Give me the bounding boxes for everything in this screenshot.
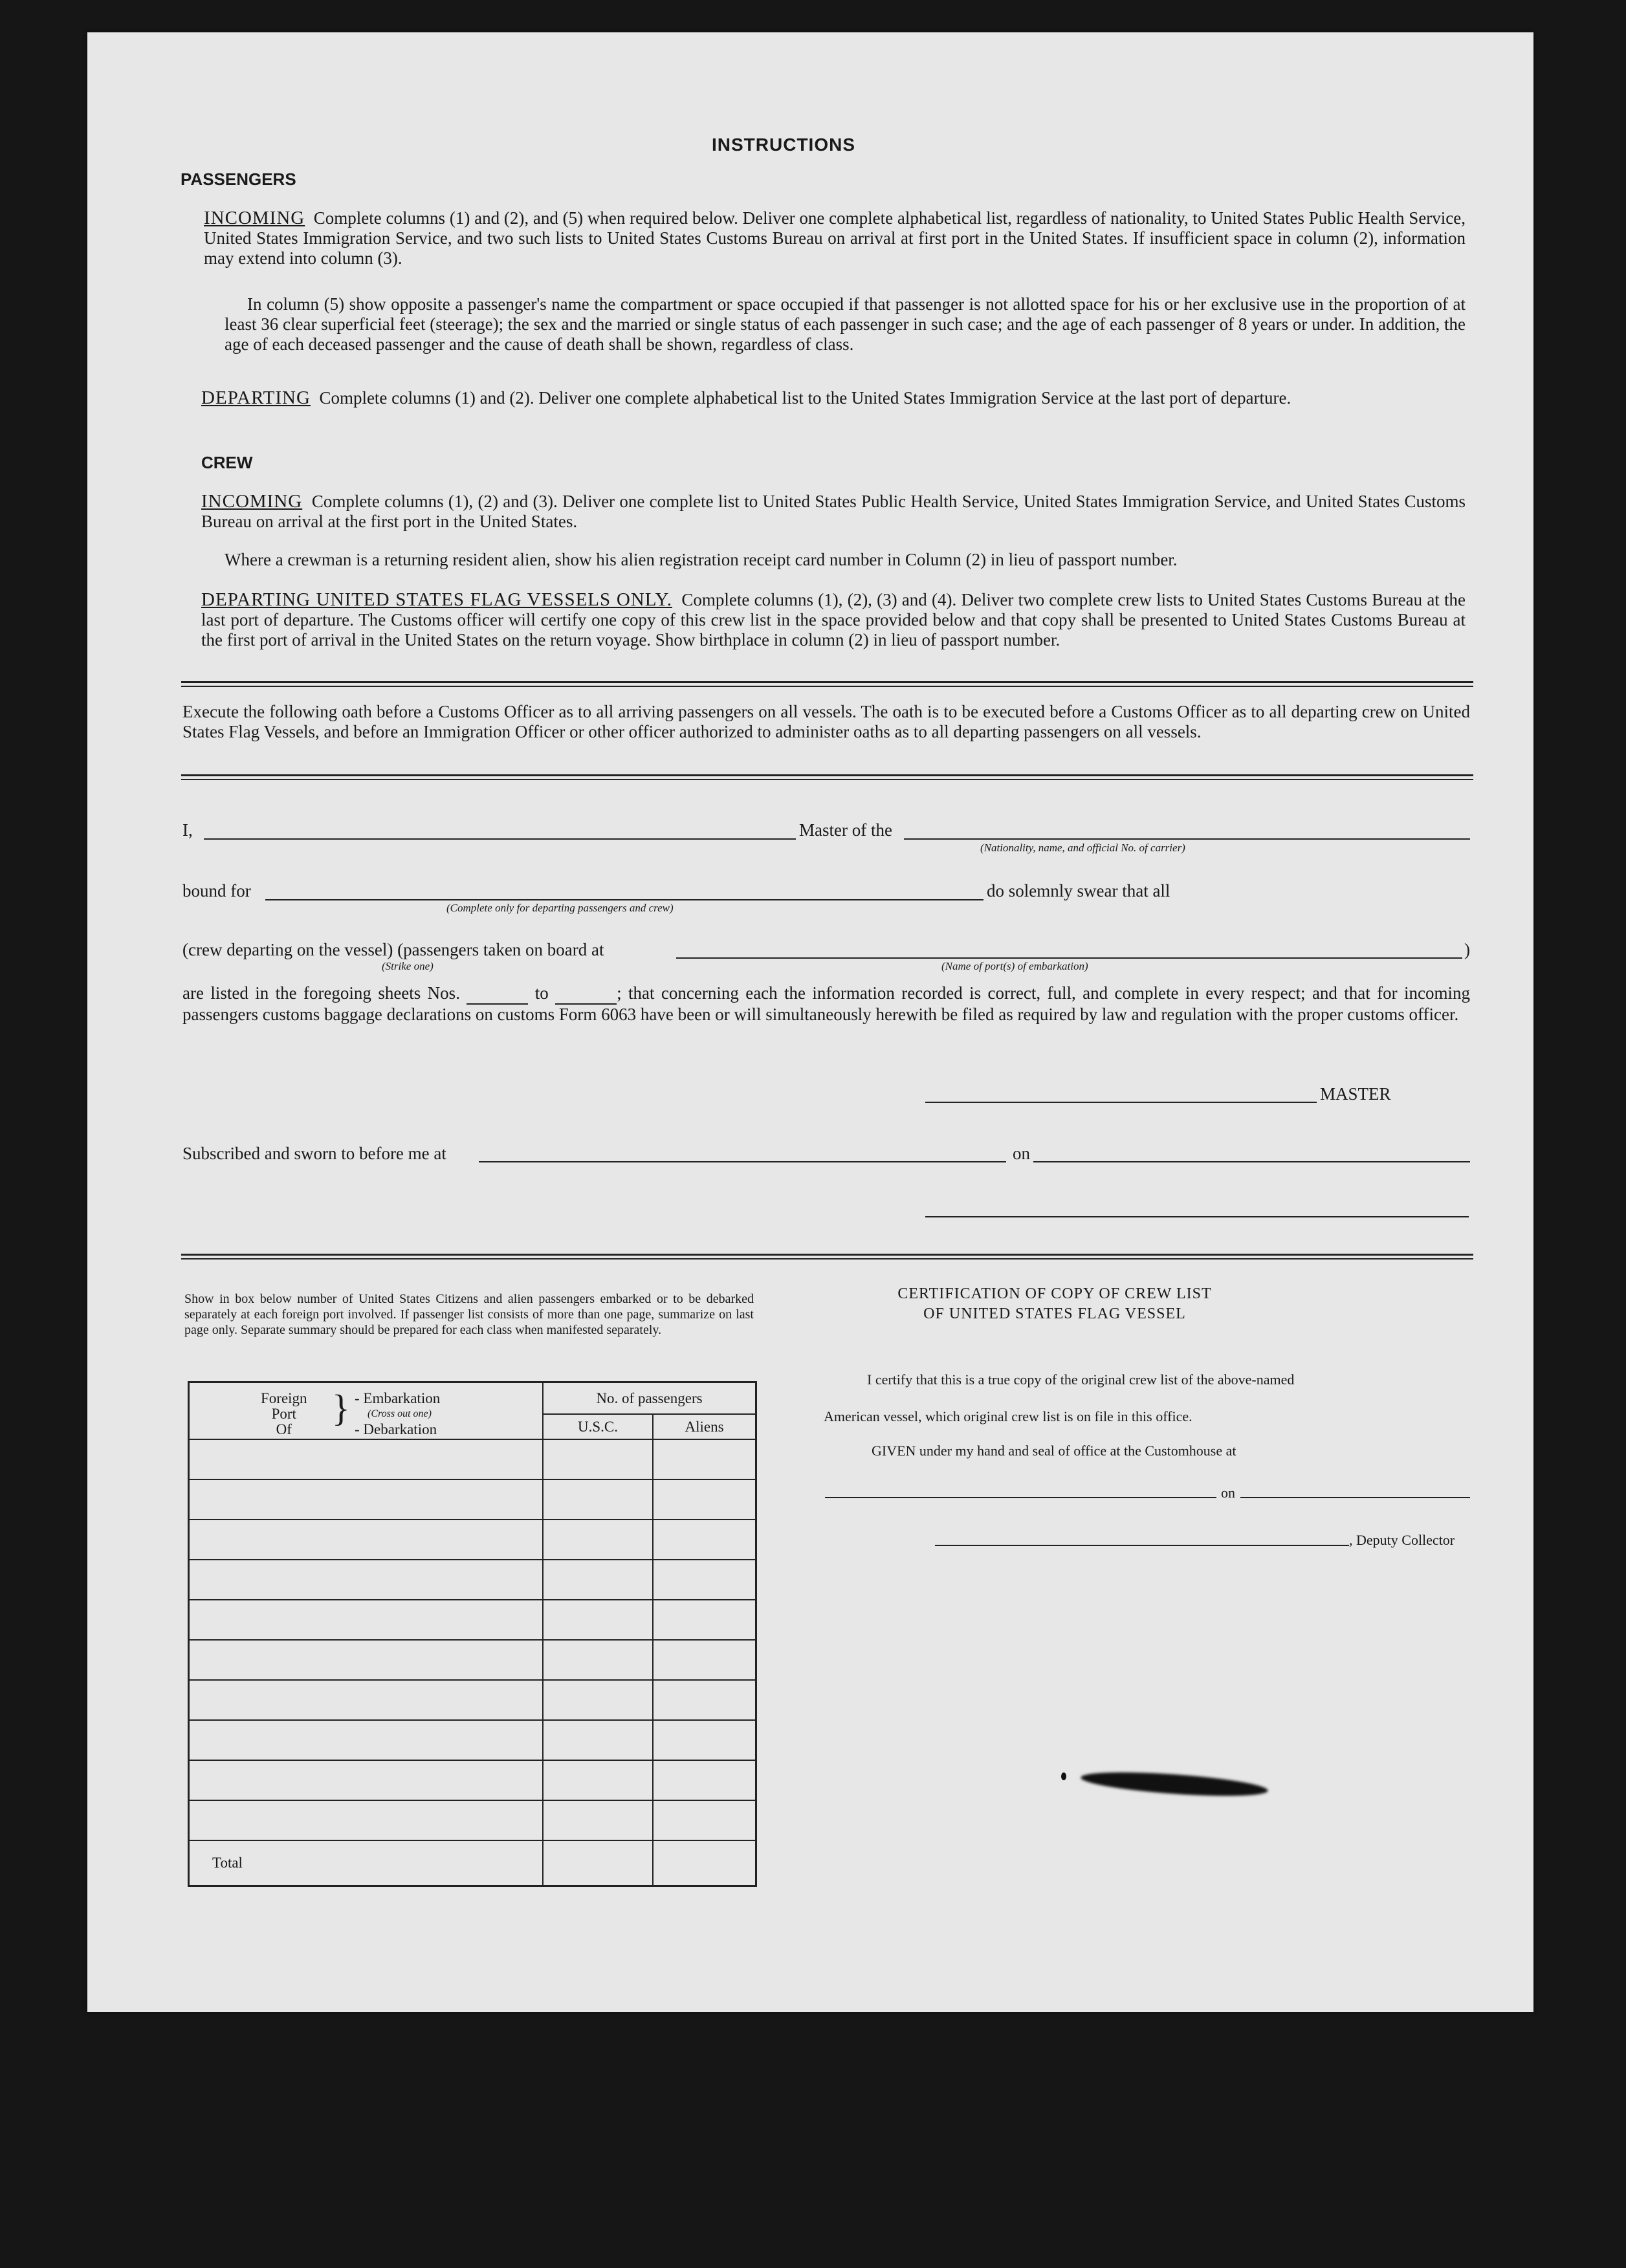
usc-cell[interactable] [543,1680,653,1720]
passenger-summary-table [188,1381,757,1887]
port-cell[interactable] [189,1680,544,1720]
given-line: GIVEN under my hand and seal of office at the Customhouse at [872,1443,1236,1459]
customhouse-field[interactable] [825,1497,1216,1498]
bound-for-label: bound for [182,881,251,900]
usc-cell[interactable] [543,1720,653,1760]
page-title: INSTRUCTIONS [712,135,855,155]
aliens-cell[interactable] [653,1439,756,1479]
usc-cell[interactable] [543,1760,653,1800]
swear-label: do solemnly swear that all [987,881,1170,900]
ink-dot [1061,1772,1066,1780]
sworn-place-field[interactable] [479,1161,1006,1162]
certification-title-2: OF UNITED STATES FLAG VESSEL [923,1305,1186,1322]
passengers-departing-label: DEPARTING [201,387,311,408]
crew-incoming-paragraph [201,492,1466,532]
crew-departing-text: Complete columns (1), (2), (3) and (4). Deliver two complete crew lists to United States Customs Bureau at the last port of departure. The Customs officer will certify one copy of this crew list in the space provided below and that copy shall be presented to United States Customs Bureau at the first port of arrival in the United States on the return voyage. Show birthplace in column (2) in lieu of passport number. [201,590,1466,649]
no-passengers-header: No. of passengers [543,1382,756,1415]
bound-for-field[interactable] [265,899,983,900]
port-cell[interactable] [189,1600,544,1640]
passengers-departing-paragraph [201,388,1466,408]
crew-heading: CREW [201,453,253,472]
aliens-header: Aliens [653,1414,756,1439]
sheet-from-field[interactable] [467,983,528,1005]
master-of-label: Master of the [799,820,892,840]
port-cell[interactable] [189,1520,544,1560]
usc-cell[interactable] [543,1439,653,1479]
listed-b: ; that concerning each the information recorded is correct, full, and complete in every respect; and that for incoming passengers customs baggage declarations on customs Form 6063 have been or will simultaneously herewith be filed as required by law and regulation with the proper customs officer. [182,983,1471,1024]
divider [181,774,1473,780]
cert-date-field[interactable] [1240,1497,1470,1498]
crew-resident-paragraph: Where a crewman is a returning resident alien, show his alien registration receipt card number in Column (2) in lieu of passport number. [225,550,1178,569]
cross-out-note: (Cross out one) [368,1408,432,1419]
carrier-note: (Nationality, name, and official No. of carrier) [980,842,1185,854]
certify-line-2: American vessel, which original crew list is on file in this office. [824,1408,1192,1424]
listed-a: are listed in the foregoing sheets Nos. [182,983,460,1003]
debarkation-label: - Debarkation [355,1421,437,1437]
port-cell[interactable] [189,1479,544,1520]
sworn-date-field[interactable] [1033,1161,1470,1162]
certify-line-1: I certify that this is a true copy of the original crew list of the above-named [867,1371,1295,1388]
crew-departing-label-oath: (crew departing on the vessel) (passengers taken on board at [182,940,604,959]
aliens-cell[interactable] [653,1640,756,1680]
usc-header: U.S.C. [543,1414,653,1439]
listed-to: to [534,983,549,1003]
passengers-heading: PASSENGERS [181,169,296,189]
cert-on-label: on [1221,1485,1235,1501]
sheet-to-field[interactable] [555,983,617,1005]
port-cell[interactable] [189,1560,544,1600]
carrier-field[interactable] [904,838,1470,840]
sworn-on-label: on [1013,1144,1030,1163]
usc-cell[interactable] [543,1640,653,1680]
column5-paragraph: In column (5) show opposite a passenger's name the compartment or space occupied if that passenger is not allotted space for his or her exclusive use in the proportion of at least 36 clear superficial feet (steerage); the sex and the married or single status of each passenger in such case; and the age of each passenger of 8 years or under. In addition, the age of each deceased passenger and the cause of death shall be shown, regardless of class. [225,294,1466,354]
usc-total-cell[interactable] [543,1840,653,1886]
port-cell[interactable] [189,1760,544,1800]
aliens-cell[interactable] [653,1720,756,1760]
officer-signature-field[interactable] [925,1216,1469,1217]
port-cell[interactable] [189,1640,544,1680]
complete-note: (Complete only for departing passengers and crew) [446,902,674,914]
usc-cell[interactable] [543,1520,653,1560]
port-cell[interactable] [189,1800,544,1840]
port-note: (Name of port(s) of embarkation) [941,960,1088,972]
certification-title-1: CERTIFICATION OF COPY OF CREW LIST [897,1285,1212,1302]
oath-i-label: I, [182,820,193,840]
passengers-incoming-text: Complete columns (1) and (2), and (5) when required below. Deliver one complete alphabetical list, regardless of nationality, to United States Public Health Service, United States Immigration Service, and two such lists to United States Customs Bureau on arrival at first port in the United States. If insufficient space in column (2), information may extend into column (3). [204,208,1466,268]
total-label: Total [189,1840,544,1886]
port-label-2: Port [271,1406,296,1422]
aliens-cell[interactable] [653,1760,756,1800]
port-cell[interactable] [189,1720,544,1760]
usc-cell[interactable] [543,1600,653,1640]
brace-icon: } [332,1387,350,1429]
strike-note: (Strike one) [382,960,434,972]
deputy-signature-field[interactable] [935,1545,1349,1546]
divider [181,1254,1473,1259]
passengers-incoming-label: INCOMING [204,208,305,228]
aliens-cell[interactable] [653,1560,756,1600]
usc-cell[interactable] [543,1560,653,1600]
crew-departing-label: DEPARTING UNITED STATES FLAG VESSELS ONLY. [201,589,672,610]
port-label-3: Of [276,1421,292,1437]
crew-departing-paragraph [201,590,1466,650]
port-label-1: Foreign [261,1390,307,1406]
crew-incoming-text: Complete columns (1), (2) and (3). Deliver one complete list to United States Public Health Service, United States Immigration Service, and United States Customs Bureau on arrival at the first port in the United States. [201,492,1466,531]
usc-cell[interactable] [543,1479,653,1520]
crew-incoming-label: INCOMING [201,491,303,512]
passengers-departing-text: Complete columns (1) and (2). Deliver one complete alphabetical list to the United States Immigration Service at the last port of departure. [319,388,1291,408]
master-name-field[interactable] [204,838,796,840]
master-signature-field[interactable] [925,1102,1317,1103]
aliens-total-cell[interactable] [653,1840,756,1886]
aliens-cell[interactable] [653,1800,756,1840]
aliens-cell[interactable] [653,1520,756,1560]
master-label: MASTER [1320,1084,1391,1104]
certification-title [828,1284,1281,1324]
embarkation-port-field[interactable] [676,957,1462,959]
embarkation-label: - Embarkation [355,1390,441,1406]
document-page [87,32,1533,2012]
listed-paragraph [182,983,1470,1025]
aliens-cell[interactable] [653,1600,756,1640]
aliens-cell[interactable] [653,1680,756,1720]
usc-cell[interactable] [543,1800,653,1840]
subscribed-label: Subscribed and sworn to before me at [182,1144,446,1163]
deputy-collector-label: , Deputy Collector [1349,1532,1455,1548]
ink-smudge [1080,1768,1268,1800]
aliens-cell[interactable] [653,1479,756,1520]
summary-instructions: Show in box below number of United States Citizens and alien passengers embarked or to be debarked separately at each foreign port involved. If passenger list consists of more than one page, summarize on last page only. Separate summary should be prepared for each class when manifested separately. [184,1292,754,1337]
port-cell[interactable] [189,1439,544,1479]
divider [181,681,1473,687]
passengers-incoming-paragraph [204,208,1466,268]
oath-intro: Execute the following oath before a Customs Officer as to all arriving passengers on all vessels. The oath is to be executed before a Customs Officer as to all departing crew on United States Flag Vessels, and before an Immigration Officer or other officer authorized to administer oaths as to all departing passengers on all vessels. [182,702,1470,741]
close-paren: ) [1464,940,1470,959]
port-header-cell [189,1382,544,1440]
